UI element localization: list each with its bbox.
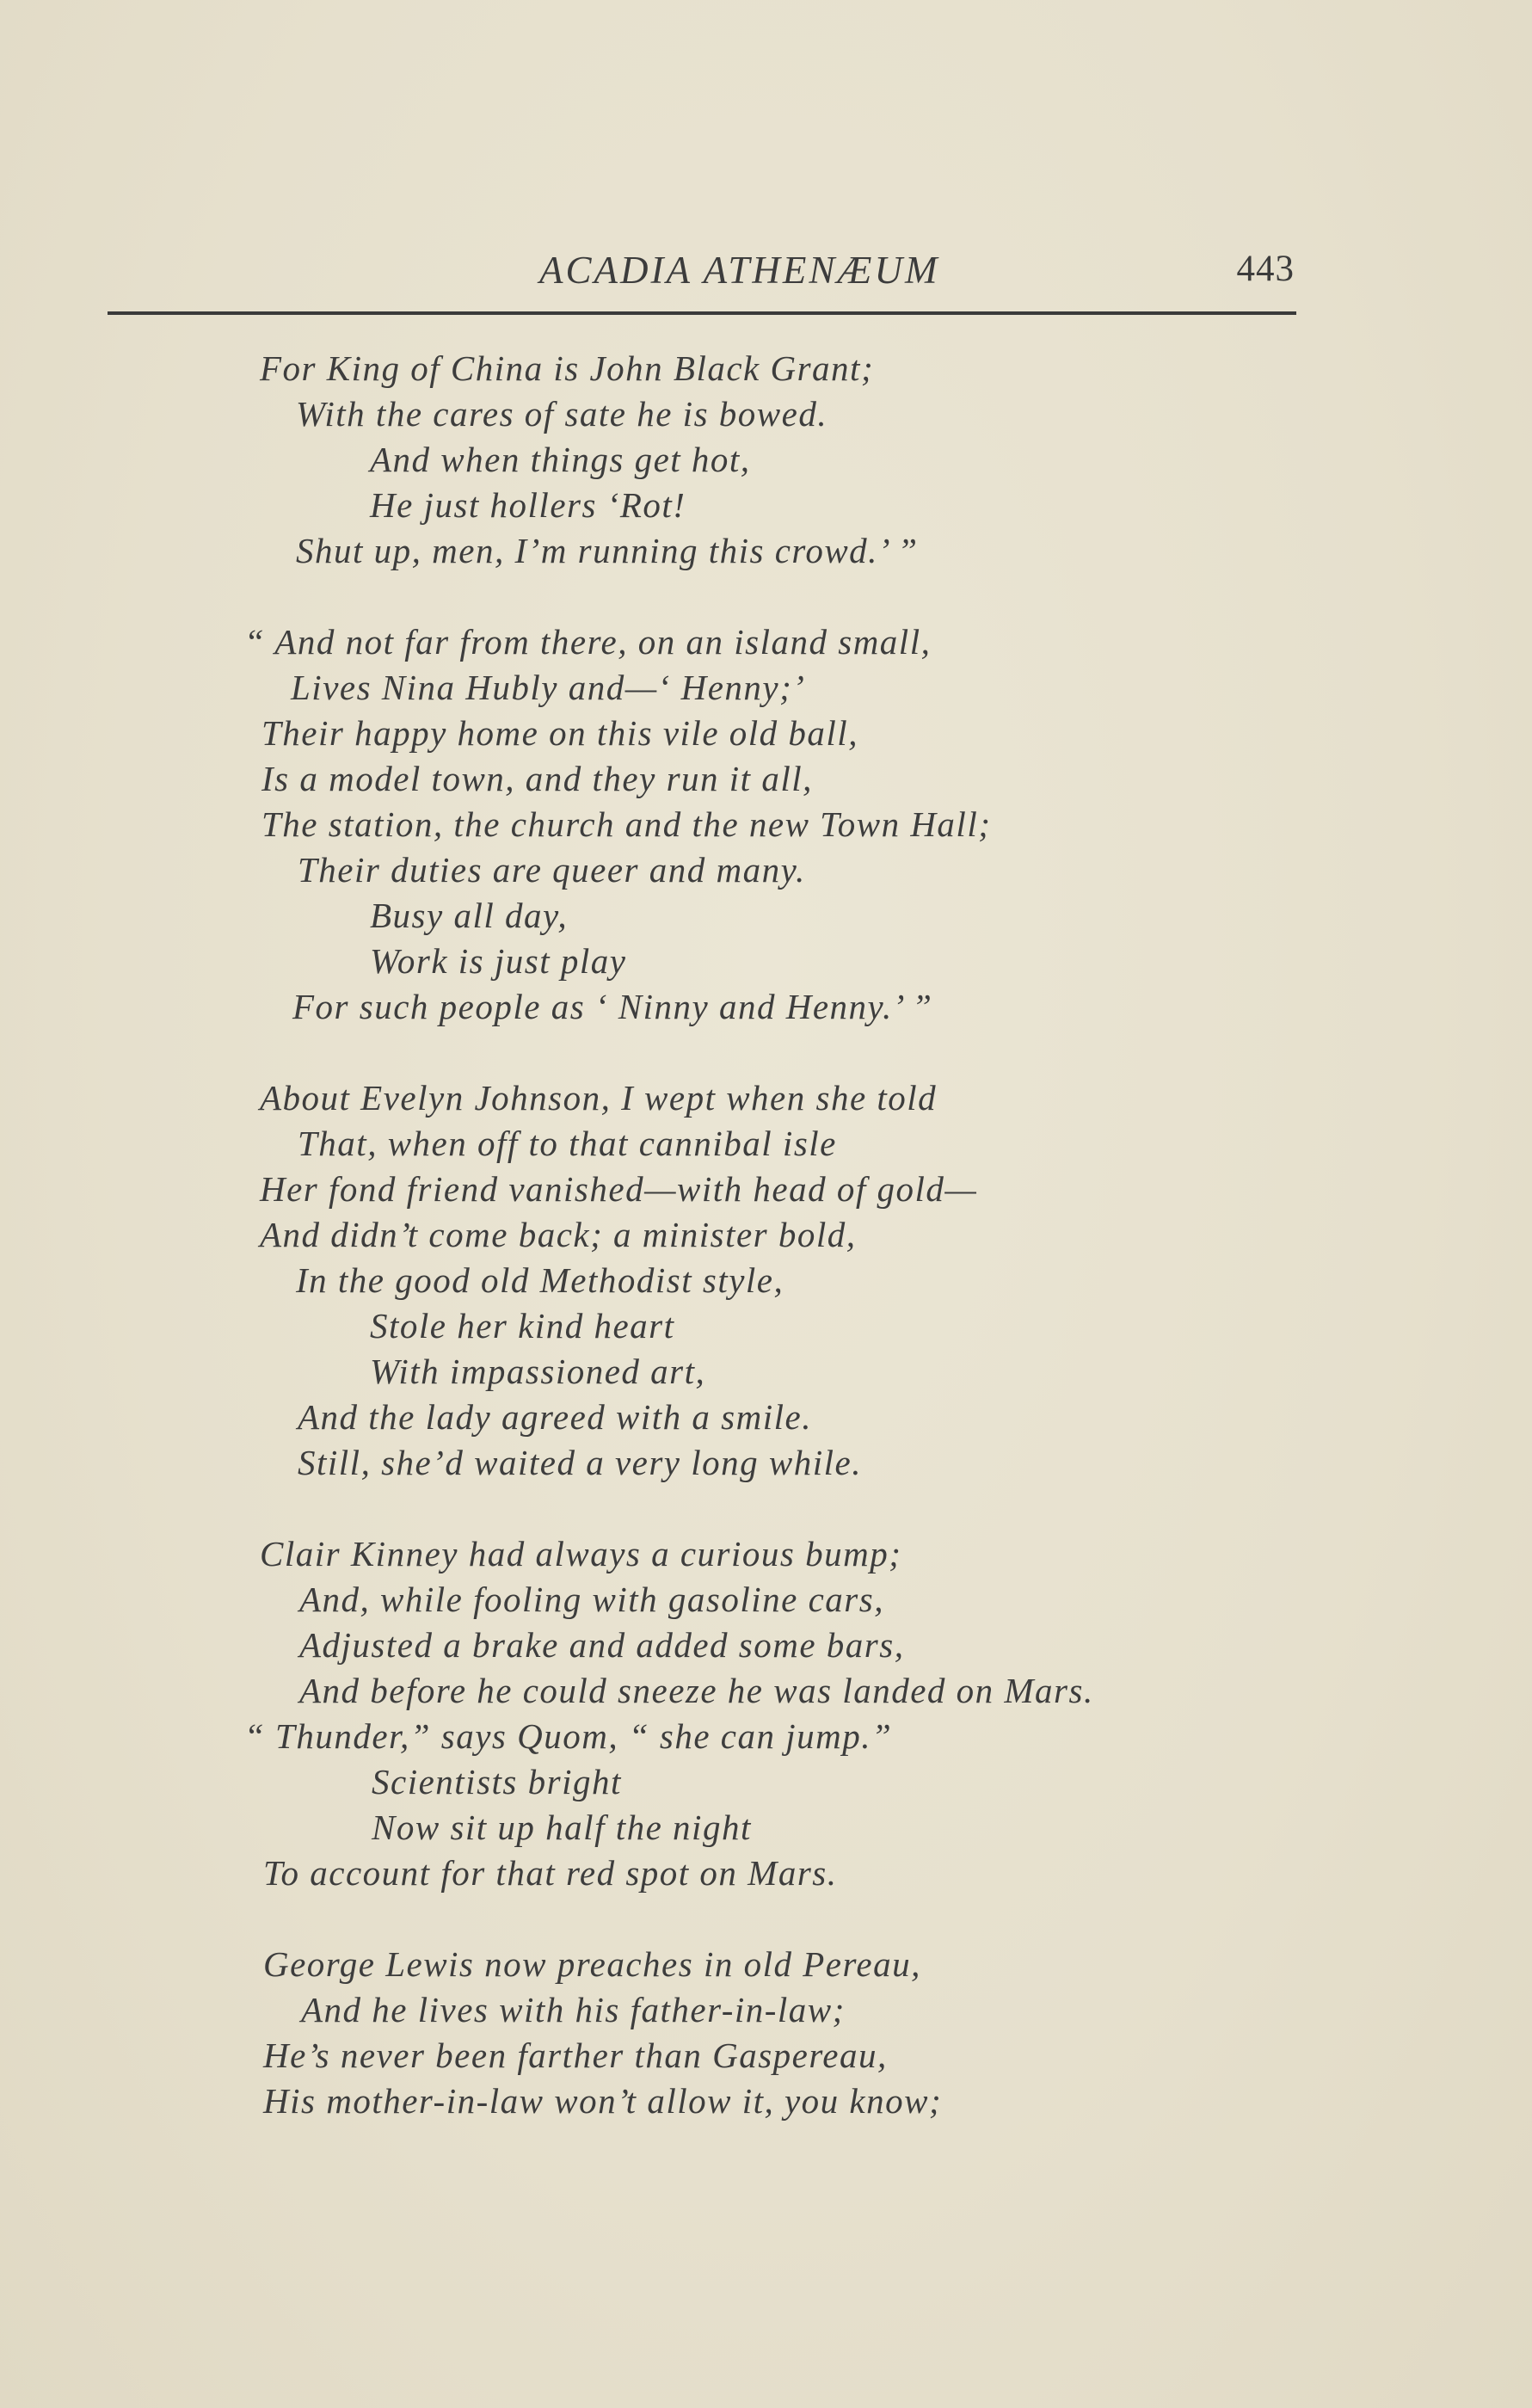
poem-line: And when things get hot, — [370, 440, 751, 479]
poem-line: His mother-in-law won’t allow it, you know; — [263, 2081, 943, 2121]
poem-line: With the cares of sate he is bowed. — [296, 394, 828, 434]
running-head: ACADIA ATHENÆUM — [539, 249, 940, 292]
poem-line: George Lewis now preaches in old Pereau, — [263, 1944, 921, 1984]
poem-line: Now sit up half the night — [372, 1808, 752, 1847]
poem-line: Their happy home on this vile old ball, — [261, 713, 858, 753]
poem-line: “ Thunder,” says Quom, “ she can jump.” — [244, 1716, 893, 1756]
page-number: 443 — [1236, 249, 1295, 289]
poem-line: To account for that red spot on Mars. — [263, 1853, 838, 1893]
poem-line: Still, she’d waited a very long while. — [298, 1443, 862, 1482]
poem-line: Stole her kind heart — [370, 1306, 675, 1346]
poem-line: And the lady agreed with a smile. — [298, 1397, 812, 1437]
poem-line: For such people as ‘ Ninny and Henny.’ ” — [292, 987, 933, 1026]
poem-line: Her fond friend vanished—with head of gold— — [260, 1169, 978, 1209]
poem-line: Clair Kinney had always a curious bump; — [260, 1534, 902, 1574]
poem-line: Lives Nina Hubly and—‘ Henny;’ — [291, 668, 806, 707]
poem-line: For King of China is John Black Grant; — [260, 348, 875, 388]
page-header — [108, 243, 1295, 294]
poem-line: And, while fooling with gasoline cars, — [299, 1580, 884, 1619]
poem-line: Work is just play — [370, 941, 627, 981]
poem-line: About Evelyn Johnson, I wept when she told — [260, 1078, 938, 1118]
header-rule — [108, 311, 1296, 315]
poem-line: Busy all day, — [370, 896, 569, 935]
poem-line: With impassioned art, — [370, 1352, 706, 1391]
poem-line: Scientists bright — [372, 1762, 622, 1801]
poem-line: That, when off to that cannibal isle — [298, 1124, 837, 1163]
poem-line: And didn’t come back; a minister bold, — [260, 1215, 857, 1254]
poem-line: Adjusted a brake and added some bars, — [299, 1625, 905, 1665]
poem-line: And before he could sneeze he was landed on Mars. — [299, 1671, 1094, 1710]
poem-line: Is a model town, and they run it all, — [261, 759, 813, 798]
poem-line: “ And not far from there, on an island small, — [244, 622, 932, 662]
poem-line: And he lives with his father-in-law; — [301, 1990, 846, 2029]
poem-line: He just hollers ‘Rot! — [370, 485, 686, 525]
poem-line: Shut up, men, I’m running this crowd.’ ” — [296, 531, 919, 570]
poem-line: The station, the church and the new Town Hall; — [261, 804, 992, 844]
poem-line: Their duties are queer and many. — [298, 850, 806, 890]
poem-line: In the good old Methodist style, — [296, 1260, 784, 1300]
poem-line: He’s never been farther than Gaspereau, — [263, 2035, 888, 2075]
